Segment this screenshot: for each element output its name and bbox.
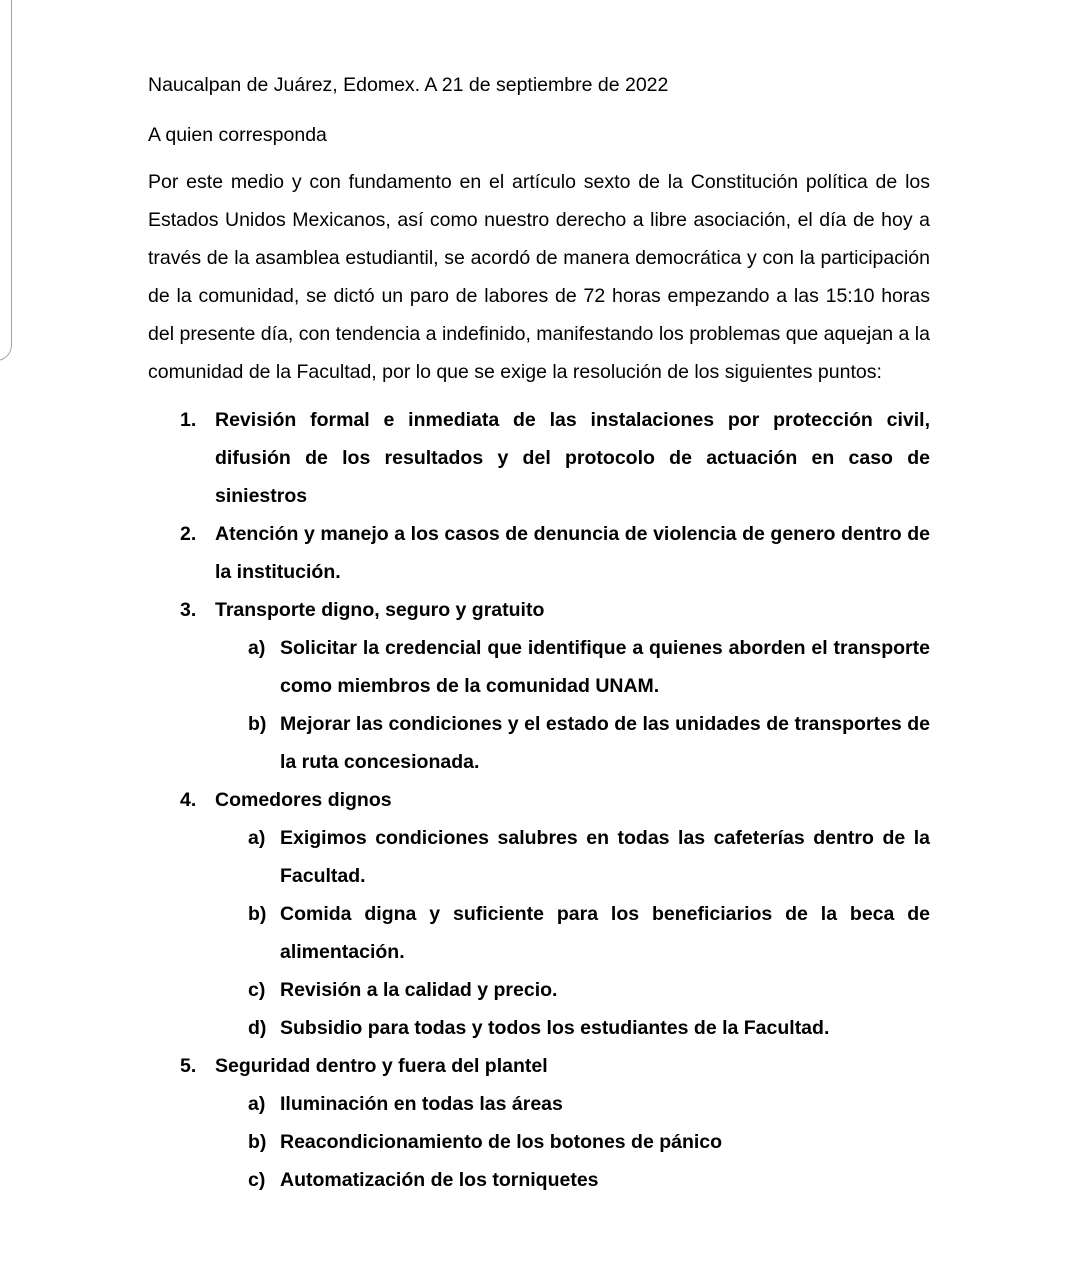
- demands-list: [148, 401, 930, 1199]
- subitem-text: Comida digna y suficiente para los beneficiarios de la beca de alimentación.: [280, 903, 930, 963]
- sub-list-item: [248, 1085, 930, 1123]
- item-text: Transporte digno, seguro y gratuito: [215, 599, 545, 621]
- subitem-letter: c): [248, 1169, 266, 1191]
- item-text: Seguridad dentro y fuera del plantel: [215, 1055, 548, 1077]
- item-text: Revisión formal e inmediata de las instalaciones por protección civil, difusión de los resultados y del protocolo de actuación en caso de siniestros: [215, 409, 930, 507]
- subitem-letter: c): [248, 979, 266, 1001]
- item-number: 5.: [180, 1055, 197, 1077]
- sub-list-item: [248, 629, 930, 705]
- subitem-text: Mejorar las condiciones y el estado de las unidades de transportes de la ruta concesionada.: [280, 713, 930, 773]
- sub-list-item: [248, 1123, 930, 1161]
- sub-list-item: [248, 1161, 930, 1199]
- sub-list-item: [248, 1009, 930, 1047]
- subitem-letter: a): [248, 827, 266, 849]
- subitem-text: Automatización de los torniquetes: [280, 1169, 599, 1191]
- subitem-text: Solicitar la credencial que identifique a quienes aborden el transporte como miembros de la comunidad UNAM.: [280, 637, 930, 697]
- list-item: [148, 591, 930, 781]
- side-panel-edge: [0, 0, 12, 361]
- item-number: 4.: [180, 789, 197, 811]
- item-number: 2.: [180, 523, 197, 545]
- subitem-text: Exigimos condiciones salubres en todas las cafeterías dentro de la Facultad.: [280, 827, 930, 887]
- subitem-text: Revisión a la calidad y precio.: [280, 979, 558, 1001]
- date-line: Naucalpan de Juárez, Edomex. A 21 de septiembre de 2022: [148, 74, 669, 96]
- item-number: 1.: [180, 409, 197, 431]
- intro-paragraph: Por este medio y con fundamento en el artículo sexto de la Constitución política de los Estados Unidos Mexicanos, así como nuestro derecho a libre asociación, el día de hoy a través de la asamblea estudiantil, se acordó de manera democrática y con la participación de la comunidad, se dictó un paro de labores de 72 horas empezando a las 15:10 horas del presente día, con tendencia a indefinido, manifestando los problemas que aquejan a la comunidad de la Facultad, por lo que se exige la resolución de los siguientes puntos:: [148, 171, 930, 383]
- list-item: [148, 781, 930, 1047]
- item-text: Comedores dignos: [215, 789, 392, 811]
- sub-list-item: [248, 819, 930, 895]
- salutation: A quien corresponda: [148, 124, 327, 146]
- sub-list-item: [248, 895, 930, 971]
- subitem-letter: d): [248, 1017, 267, 1039]
- subitem-text: Reacondicionamiento de los botones de pánico: [280, 1131, 723, 1153]
- subitem-letter: a): [248, 1093, 266, 1115]
- list-item: [148, 515, 930, 591]
- subitem-letter: b): [248, 1131, 267, 1153]
- item-number: 3.: [180, 599, 197, 621]
- subitem-letter: a): [248, 637, 266, 659]
- item-text: Atención y manejo a los casos de denuncia de violencia de genero dentro de la institución.: [215, 523, 930, 583]
- subitem-text: Iluminación en todas las áreas: [280, 1093, 563, 1115]
- subitem-text: Subsidio para todas y todos los estudiantes de la Facultad.: [280, 1017, 830, 1039]
- subitem-letter: b): [248, 903, 267, 925]
- sub-list-item: [248, 705, 930, 781]
- list-item: [148, 401, 930, 515]
- list-item: [148, 1047, 930, 1199]
- subitem-letter: b): [248, 713, 267, 735]
- letter-page: [148, 0, 930, 1199]
- sub-list-item: [248, 971, 930, 1009]
